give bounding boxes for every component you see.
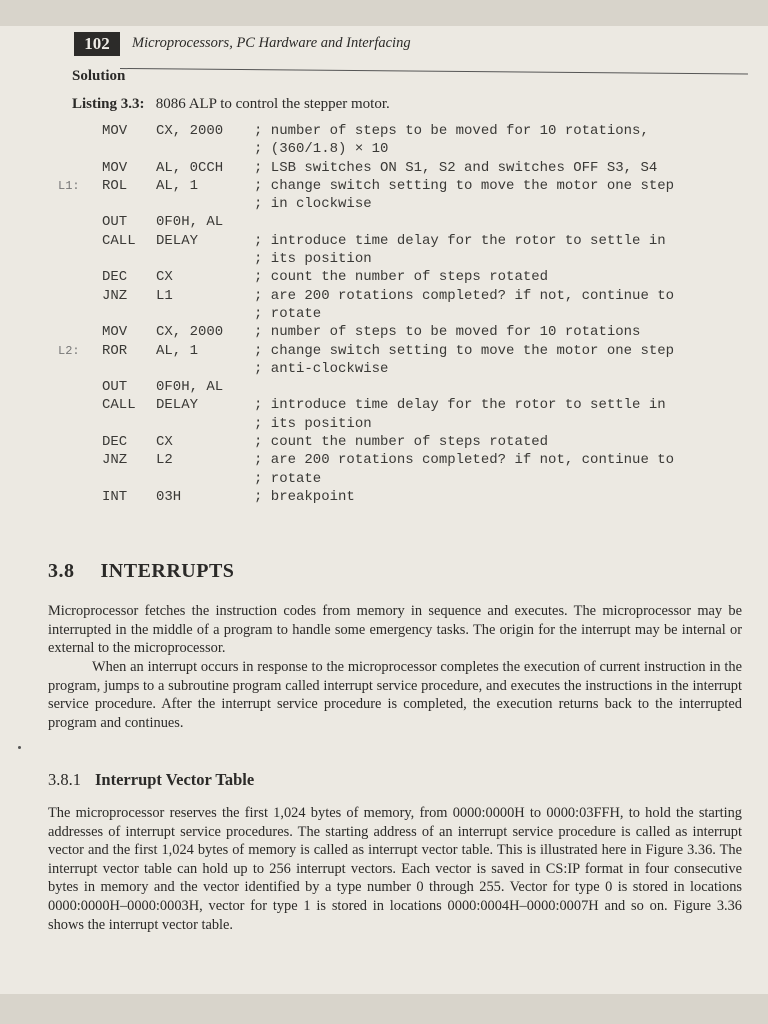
code-line [58, 287, 758, 305]
section-title: INTERRUPTS [100, 560, 235, 582]
code-line [58, 232, 758, 250]
code-line [58, 140, 758, 158]
code-comment: ; (360/1.8) × 10 [254, 141, 389, 158]
code-operands: CX, 2000 [156, 324, 224, 341]
code-line [58, 177, 758, 195]
subsection-number: 3.8.1 [48, 770, 81, 789]
code-opcode: ROR [102, 342, 128, 359]
code-comment: ; its position [254, 415, 372, 432]
code-operands: L2 [156, 452, 173, 469]
section-number: 3.8 [48, 560, 75, 582]
listing-caption [72, 96, 390, 113]
code-opcode: JNZ [102, 287, 128, 304]
code-comment: ; rotate [254, 305, 322, 322]
code-comment: ; are 200 rotations completed? if not, continue to [254, 287, 675, 304]
listing-title: 8086 ALP to control the stepper motor. [155, 96, 390, 112]
code-comment: ; its position [254, 251, 372, 268]
code-line [58, 305, 758, 323]
code-comment: ; change switch setting to move the motor one step [254, 177, 675, 194]
code-opcode: MOV [102, 159, 128, 176]
section-heading [48, 560, 234, 583]
code-line [58, 323, 758, 341]
code-opcode: OUT [102, 379, 128, 396]
code-operands: CX [156, 434, 173, 451]
book-page [0, 26, 768, 994]
code-opcode: MOV [102, 123, 128, 139]
code-line [58, 195, 758, 213]
code-opcode: CALL [102, 232, 136, 249]
code-line [58, 342, 758, 360]
code-opcode: JNZ [102, 452, 128, 469]
code-line [58, 451, 758, 469]
code-operands: CX [156, 269, 173, 286]
code-opcode: DEC [102, 269, 128, 286]
code-opcode: INT [102, 488, 128, 505]
code-comment: ; introduce time delay for the rotor to settle in [254, 397, 666, 414]
code-line [58, 250, 758, 268]
code-opcode: DEC [102, 434, 128, 451]
code-comment: ; breakpoint [254, 488, 355, 505]
code-operands: AL, 1 [156, 177, 199, 194]
code-opcode: CALL [102, 397, 136, 414]
code-comment: ; rotate [254, 470, 322, 487]
listing-label: Listing 3.3: [72, 96, 145, 112]
code-line [58, 378, 758, 396]
code-operands: CX, 2000 [156, 123, 224, 139]
code-operands: DELAY [156, 232, 199, 249]
subsection-paragraph: The microprocessor reserves the first 1,024 bytes of memory, from 0000:0000H to 0000:03FFH, to hold the starting addresses of interrupt service procedures. The starting address of an interrupt service procedure is called as interrupt vector and the first 1,024 bytes of memory is called as interrupt vector table. This is illustrated here in Figure 3.36. The interrupt vector table can hold up to 256 interrupt vectors. Each vector is saved in CS:IP format in four consecutive bytes in memory and the vector identified by a type number 0 through 255. Vector for type 0 is stored in locations 0000:0000H–0000:0003H, vector for type 1 is stored in locations 0000:0004H–0000:0007H and so on. Figure 3.36 shows the interrupt vector table. [48, 805, 742, 933]
subsection-heading [48, 770, 254, 790]
code-operands: AL, 1 [156, 342, 199, 359]
code-line [58, 470, 758, 488]
code-line [58, 213, 758, 231]
code-comment: ; number of steps to be moved for 10 rotations [254, 324, 641, 341]
code-comment: ; count the number of steps rotated [254, 434, 549, 451]
code-line [58, 415, 758, 433]
code-comment: ; introduce time delay for the rotor to settle in [254, 232, 666, 249]
code-comment: ; count the number of steps rotated [254, 269, 549, 286]
code-line [58, 433, 758, 451]
code-label: L1: [58, 178, 80, 193]
code-comment: ; number of steps to be moved for 10 rotations, [254, 123, 649, 139]
page-header [74, 30, 754, 58]
code-line [58, 360, 758, 378]
code-label: L2: [58, 343, 80, 358]
code-line [58, 159, 758, 177]
code-operands: 0F0H, AL [156, 379, 224, 396]
code-comment: ; anti-clockwise [254, 360, 389, 377]
margin-dot [18, 746, 21, 749]
code-line [58, 122, 758, 140]
code-comment: ; change switch setting to move the motor one step [254, 342, 675, 359]
code-opcode: ROL [102, 177, 128, 194]
subsection-title: Interrupt Vector Table [95, 770, 255, 789]
code-listing [58, 122, 758, 506]
solution-heading: Solution [72, 68, 126, 84]
section-paragraph-1: Microprocessor fetches the instruction codes from memory in sequence and executes. The microprocessor may be interrupted in the middle of a program to handle some emergency tasks. The origin for the interrupt may be internal or external to the microprocessor. [48, 603, 742, 657]
code-comment: ; in clockwise [254, 196, 372, 213]
code-operands: 0F0H, AL [156, 214, 224, 231]
section-paragraph-2: When an interrupt occurs in response to the microprocessor completes the execution of current instruction in the program, jumps to a subroutine program called interrupt service procedure, and executes the instructions in the interrupt service procedure. After the interrupt service procedure is completed, the execution returns back to the interrupted program and continues. [48, 659, 742, 731]
code-opcode: OUT [102, 214, 128, 231]
code-line [58, 396, 758, 414]
code-comment: ; are 200 rotations completed? if not, continue to [254, 452, 675, 469]
code-operands: AL, 0CCH [156, 159, 224, 176]
code-opcode: MOV [102, 324, 128, 341]
running-title: Microprocessors, PC Hardware and Interfacing [132, 35, 411, 51]
code-operands: L1 [156, 287, 173, 304]
code-comment: ; LSB switches ON S1, S2 and switches OFF S3, S4 [254, 159, 658, 176]
code-line [58, 488, 758, 506]
code-operands: DELAY [156, 397, 199, 414]
code-line [58, 268, 758, 286]
code-operands: 03H [156, 488, 182, 505]
header-rule [120, 68, 748, 74]
page-number: 102 [74, 32, 120, 56]
